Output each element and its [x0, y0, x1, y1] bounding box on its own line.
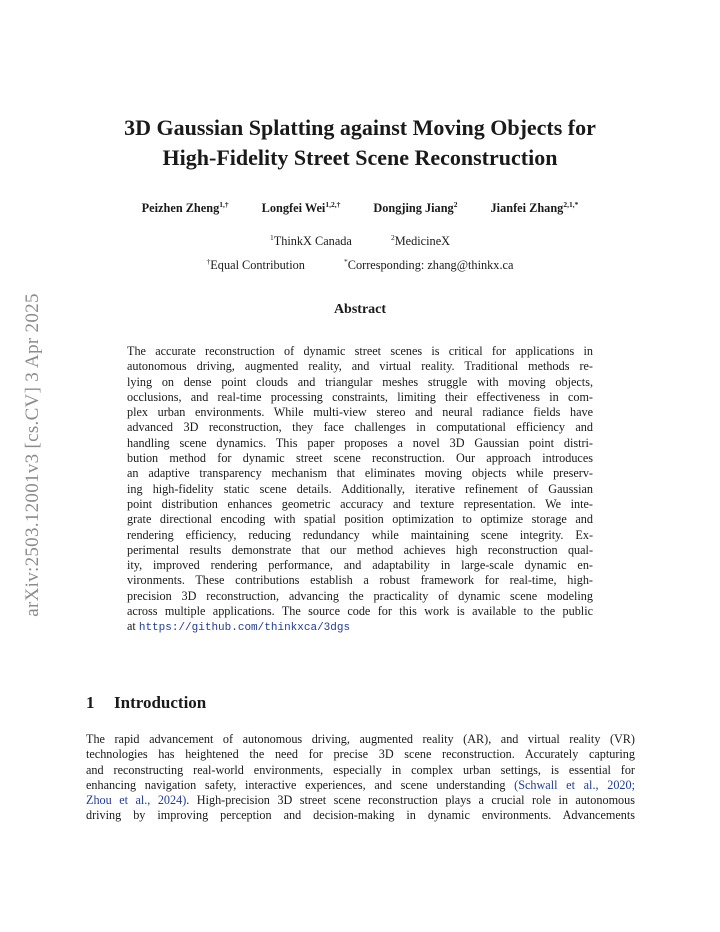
intro-text: . High-precision 3D street scene reconstruction plays a crucial role in autonomous — [186, 793, 635, 808]
abstract-line: ity, improved rendering performance, and adaptability in large-scale dynamic en- — [127, 558, 593, 573]
note-text: Equal Contribution — [210, 258, 305, 272]
intro-text: enhancing navigation safety, interactive experiences, and scene understanding — [86, 777, 515, 792]
intro-line: and reconstructing real-world environments, especially in complex urban settings, is essential for — [86, 762, 635, 777]
author-marker: 1,† — [219, 200, 229, 209]
abstract-line: across multiple applications. The source code for this work is available to the public — [127, 604, 593, 619]
affiliation — [270, 233, 352, 249]
affiliation-name: ThinkX Canada — [273, 234, 352, 248]
abstract-line: autonomous driving, augmented reality, and virtual reality. Traditional methods re- — [127, 359, 593, 374]
abstract-line: perimental results demonstrate that our method achieves high reconstruction qual- — [127, 542, 593, 557]
author — [262, 200, 341, 216]
arxiv-stamp — [22, 255, 44, 655]
abstract-line — [127, 619, 593, 634]
abstract-line: plex urban environments. While multi-view stereo and neural radiance fields have — [127, 405, 593, 420]
abstract-line: The accurate reconstruction of dynamic street scenes is critical for applications in — [127, 344, 593, 358]
abstract-last-prefix: at — [127, 619, 139, 634]
intro-line: technologies has heightened the need for precise 3D scene reconstruction. Accurately capturing — [86, 747, 635, 762]
equal-contribution-note — [207, 257, 305, 273]
section-number: 1 — [86, 693, 95, 712]
source-code-link[interactable]: https://github.com/thinkxca/3dgs — [138, 622, 351, 635]
abstract-line: occlusions, and real-time processing constraints, limiting their effectiveness in com- — [127, 389, 593, 404]
abstract-line: handling scene dynamics. This paper proposes a novel 3D Gaussian point distri- — [127, 435, 593, 450]
citation-link[interactable]: Zhou et al., 2024) — [86, 793, 187, 808]
abstract-line: grate directional encoding with spatial position optimization to optimize storage and — [127, 512, 593, 527]
author-list — [60, 200, 660, 216]
arxiv-stamp-text: arXiv:2503.12001v3 [cs.CV] 3 Apr 2025 — [22, 293, 43, 617]
note-marker: * — [344, 257, 348, 266]
affiliation-marker: 2 — [390, 233, 395, 242]
intro-line: The rapid advancement of autonomous driving, augmented reality (AR), and virtual reality (VR) — [86, 732, 635, 746]
abstract-line: bution method for dynamic street scene reconstruction. Our approach introduces — [127, 451, 593, 466]
intro-line — [86, 778, 635, 793]
paper-title — [60, 113, 660, 173]
author-name: Jianfei Zhang — [490, 201, 564, 215]
abstract-line: lying on dense point clouds and triangular meshes struggle with moving objects, — [127, 374, 593, 389]
author-marker: 2,1,* — [563, 200, 579, 209]
abstract-heading: Abstract — [333, 302, 387, 317]
author — [142, 200, 229, 216]
introduction-body — [86, 732, 635, 824]
author-marker: 2 — [453, 200, 458, 209]
abstract-line: rendering efficiency, reducing redundancy while maintaining scene integrity. Ex- — [127, 527, 593, 542]
abstract-line: ing high-fidelity static scene details. Additionally, iterative refinement of Gaussian — [127, 481, 593, 496]
citation-link[interactable]: (Schwall et al., 2020; — [514, 777, 635, 792]
affiliation-marker: 1 — [269, 233, 274, 242]
author — [373, 200, 457, 216]
affiliations — [60, 233, 660, 249]
author-name: Longfei Wei — [261, 201, 326, 215]
note-text: Corresponding: zhang@thinkx.ca — [347, 258, 514, 272]
abstract-body — [127, 344, 593, 635]
title-line-1: 3D Gaussian Splatting against Moving Objects for — [124, 115, 596, 140]
abstract-line: precision 3D reconstruction, advancing the practicality of dynamic scene modeling — [127, 588, 593, 603]
author-marker: 1,2,† — [325, 200, 341, 209]
abstract-line: an adaptive transparency mechanism that eliminates moving objects while preserv- — [127, 466, 593, 481]
abstract-line: vironments. These contributions establish a robust framework for real-time, high- — [127, 573, 593, 588]
intro-line — [86, 793, 635, 808]
abstract-line: point distribution enhances geometric accuracy and texture representation. We inte- — [127, 496, 593, 511]
section-title: Introduction — [114, 693, 207, 712]
author-name: Dongjing Jiang — [373, 201, 454, 215]
title-line-2: High-Fidelity Street Scene Reconstruction — [162, 145, 558, 170]
affiliation — [391, 233, 450, 249]
corresponding-author-note — [344, 257, 513, 273]
author-name: Peizhen Zheng — [141, 201, 220, 215]
intro-line: driving by improving perception and decision-making in dynamic environments. Advancements — [86, 808, 635, 823]
author-notes — [60, 257, 660, 273]
author — [491, 200, 579, 216]
affiliation-name: MedicineX — [394, 234, 451, 248]
abstract-line: advanced 3D reconstruction, they face challenges in computational efficiency and — [127, 420, 593, 435]
section-heading-introduction — [86, 693, 206, 713]
note-marker: † — [206, 257, 211, 266]
